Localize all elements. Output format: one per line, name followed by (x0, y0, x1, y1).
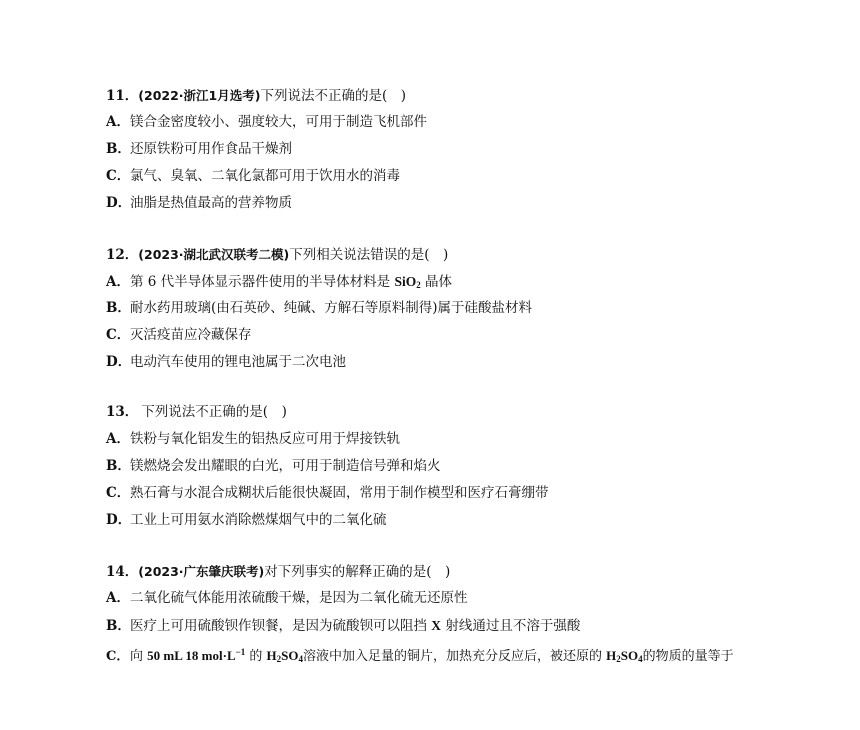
option-text: 镁合金密度较小、强度较大，可用于制造飞机部件 (130, 114, 427, 130)
question-11 (106, 82, 427, 217)
option-c (106, 639, 734, 666)
option-c (106, 322, 532, 349)
option-a (106, 268, 532, 295)
option-a (106, 426, 549, 453)
x-ray-letter: X (431, 618, 442, 633)
question-stem (106, 241, 532, 268)
formula-subscript: 2 (616, 654, 621, 664)
formula-subscript: 4 (638, 654, 643, 664)
option-text: 工业上可用氨水消除燃煤烟气中的二氧化硫 (130, 512, 387, 528)
formula-subscript: 4 (298, 654, 303, 664)
option-c (106, 163, 427, 190)
option-b (106, 453, 549, 480)
option-letter: B． (106, 141, 131, 157)
option-text-tail: 的物质的量等于 (642, 649, 734, 664)
option-b (106, 612, 734, 639)
option-b (106, 136, 427, 163)
option-text-tail: 射线通过且不溶于强酸 (441, 618, 581, 634)
option-text: 医疗上可用硫酸钡作钡餐，是因为硫酸钡可以阻挡 (130, 618, 432, 634)
option-letter: B． (106, 458, 131, 474)
question-text: 对下列事实的解释正确的是( ) (264, 564, 451, 580)
option-text: 镁燃烧会发出耀眼的白光，可用于制造信号弹和焰火 (130, 458, 441, 474)
option-c (106, 480, 549, 507)
option-letter: D． (106, 512, 132, 528)
option-text: 铁粉与氧化铝发生的铝热反应可用于焊接铁轨 (130, 431, 400, 447)
option-text: 氯气、臭氧、二氧化氯都可用于饮用水的消毒 (130, 168, 400, 184)
option-d (106, 190, 427, 217)
option-text: 二氧化硫气体能用浓硫酸干燥，是因为二氧化硫无还原性 (130, 590, 468, 606)
option-text: 油脂是热值最高的营养物质 (130, 195, 292, 211)
question-number: 13． (106, 404, 139, 420)
question-source: (2023·广东肇庆联考) (138, 564, 265, 579)
question-13 (106, 399, 549, 534)
formula-h: H (266, 648, 277, 663)
option-text-tail: 晶体 (420, 274, 453, 290)
question-12 (106, 241, 532, 376)
option-letter: D． (106, 354, 132, 370)
formula-subscript: 2 (276, 654, 282, 664)
option-letter: C． (106, 327, 131, 343)
option-text: 耐水药用玻璃(由石英砂、纯碱、方解石等原料制得)属于硅酸盐材料 (130, 300, 533, 316)
question-source: (2022·浙江1月选考) (138, 88, 261, 103)
question-number: 12． (106, 247, 139, 263)
option-text: 第 6 代半导体显示器件使用的半导体材料是 (130, 274, 395, 290)
option-letter: A． (106, 274, 130, 290)
option-letter: A． (106, 590, 130, 606)
question-stem (106, 558, 734, 585)
question-number: 14． (106, 564, 139, 580)
option-text: 灭活疫苗应冷藏保存 (130, 327, 252, 343)
option-a (106, 109, 427, 136)
option-d (106, 507, 549, 534)
unit-superscript: −1 (235, 647, 246, 657)
question-number: 11． (106, 88, 139, 104)
chemical-formula: SiO (394, 274, 417, 289)
option-letter: A． (106, 114, 130, 130)
option-d (106, 349, 532, 376)
option-text: 向 (130, 649, 148, 664)
question-14 (106, 558, 734, 666)
question-text: 下列相关说法错误的是( ) (289, 247, 449, 263)
option-letter: B． (106, 300, 131, 316)
formula-so: SO (281, 648, 299, 663)
question-text: 下列说法不正确的是( ) (141, 404, 287, 420)
option-letter: A． (106, 431, 130, 447)
formula-subscript: 2 (416, 280, 421, 290)
option-text: 电动汽车使用的锂电池属于二次电池 (130, 354, 346, 370)
question-source: (2023·湖北武汉联考二模) (138, 247, 290, 262)
option-a (106, 585, 734, 612)
option-b (106, 295, 532, 322)
question-text: 下列说法不正确的是( ) (260, 88, 407, 104)
option-letter: C． (106, 485, 131, 501)
option-letter: C． (106, 168, 131, 184)
option-text: 溶液中加入足量的铜片，加热充分反应后，被还原的 (303, 649, 607, 664)
formula-so: SO (620, 648, 639, 663)
option-text: 熟石膏与水混合成糊状后能很快凝固，常用于制作模型和医疗石膏绷带 (130, 485, 549, 501)
formula-h: H (606, 648, 617, 663)
question-stem (106, 82, 427, 109)
option-text: 还原铁粉可用作食品干燥剂 (130, 141, 292, 157)
option-letter: D． (106, 195, 132, 211)
option-text: 的 (245, 649, 267, 664)
option-letter: C． (106, 649, 130, 664)
option-letter: B． (106, 618, 131, 634)
question-stem (106, 399, 549, 426)
concentration-value: 50 mL 18 mol·L (147, 648, 236, 663)
